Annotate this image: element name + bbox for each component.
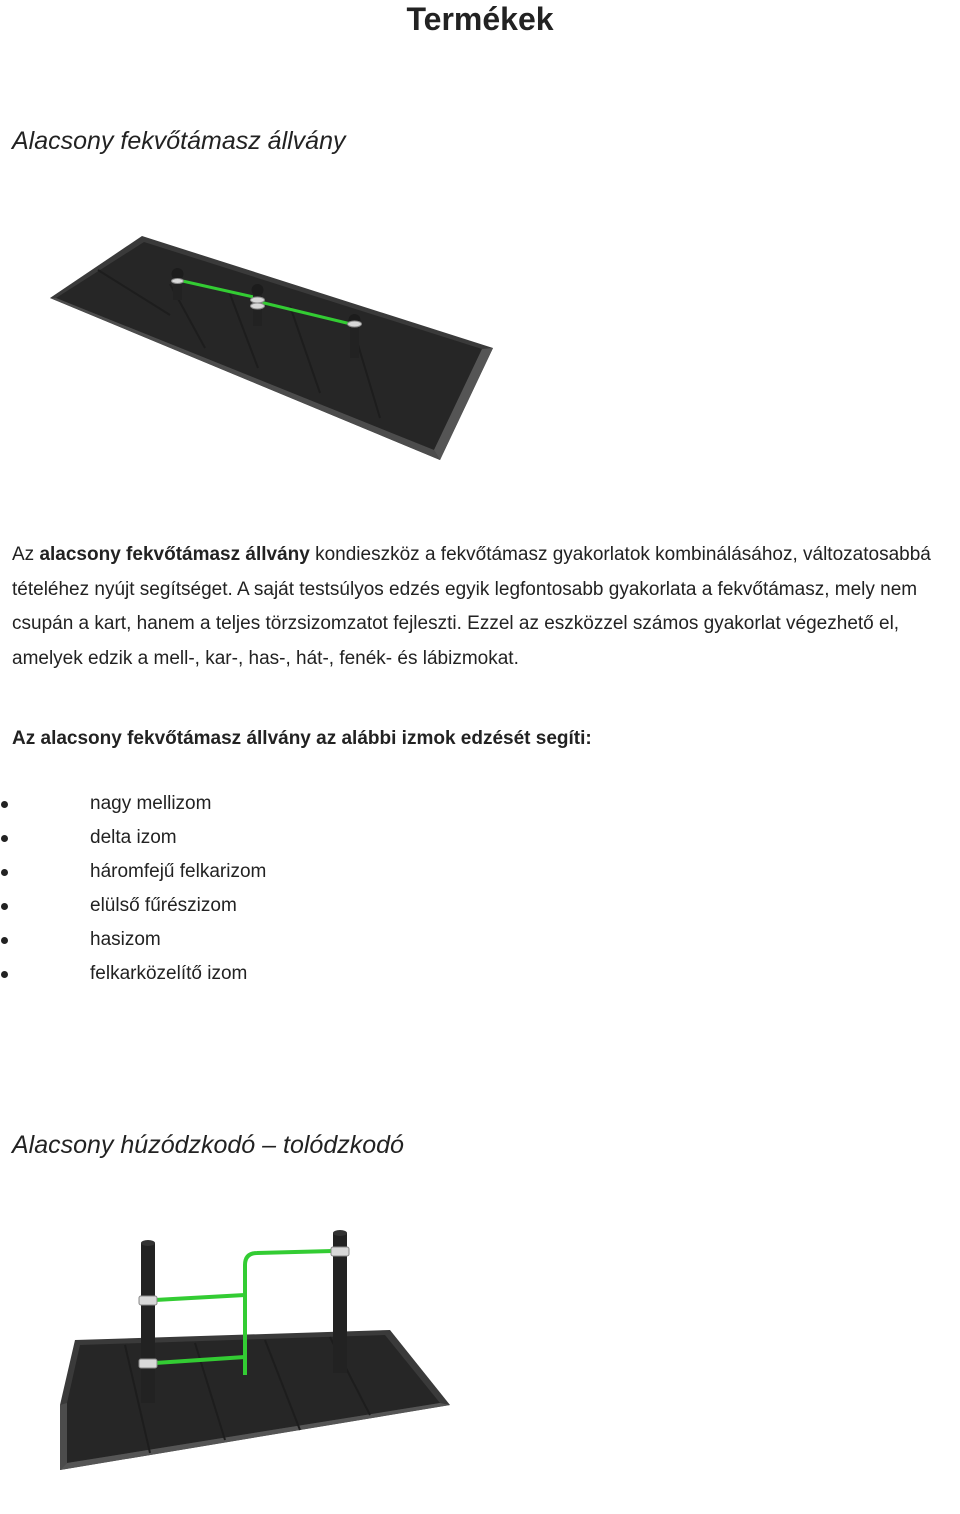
description-prefix: Az [12, 544, 40, 565]
product-name-bold: alacsony fekvőtámasz állvány [39, 544, 310, 565]
bullet-icon [1, 869, 8, 876]
muscle-label: felkarközelítő izom [90, 963, 248, 984]
description-text: kondieszköz a fekvőtámasz gyakorlatok kombinálásához, változatosabbá tételéhez nyújt segítséget. A saját testsúlyos edzés egyik legfontosabb gyakorlata a fekvőtámasz, mely nem csupán a kart, hanem a teljes törzsizomzatot fejleszti. Ezzel az eszközzel számos gyakorlat végezhető el, amelyek edzik a mell-, kar-, has-, hát-, fenék- és lábizmokat. [12, 544, 931, 669]
base-surface [67, 1335, 440, 1463]
muscle-label: háromfejű felkarizom [90, 861, 267, 882]
product-heading-pull-up-dip-station: Alacsony húzódzkodó – tolódzkodó [12, 1131, 404, 1159]
bullet-icon [1, 971, 8, 978]
muscles-heading: Az alacsony fekvőtámasz állvány az alábbi izmok edzését segíti: [12, 728, 592, 749]
muscle-label: hasizom [90, 929, 161, 950]
product-heading-push-up-stand: Alacsony fekvőtámasz állvány [12, 127, 346, 155]
muscle-label: nagy mellizom [90, 793, 212, 814]
base-edge-left [60, 1403, 67, 1470]
product-description [12, 538, 957, 676]
bullet-icon [1, 801, 8, 808]
bullet-icon [1, 835, 8, 842]
push-up-stand-image [50, 228, 495, 463]
pull-up-dip-station-image [55, 1225, 455, 1475]
muscle-label: delta izom [90, 827, 177, 848]
base-surface [56, 242, 482, 450]
left-post [141, 1240, 155, 1403]
muscle-label: elülső fűrészizom [90, 895, 237, 916]
bullet-icon [1, 903, 8, 910]
page-title: Termékek [406, 1, 554, 37]
bullet-icon [1, 937, 8, 944]
